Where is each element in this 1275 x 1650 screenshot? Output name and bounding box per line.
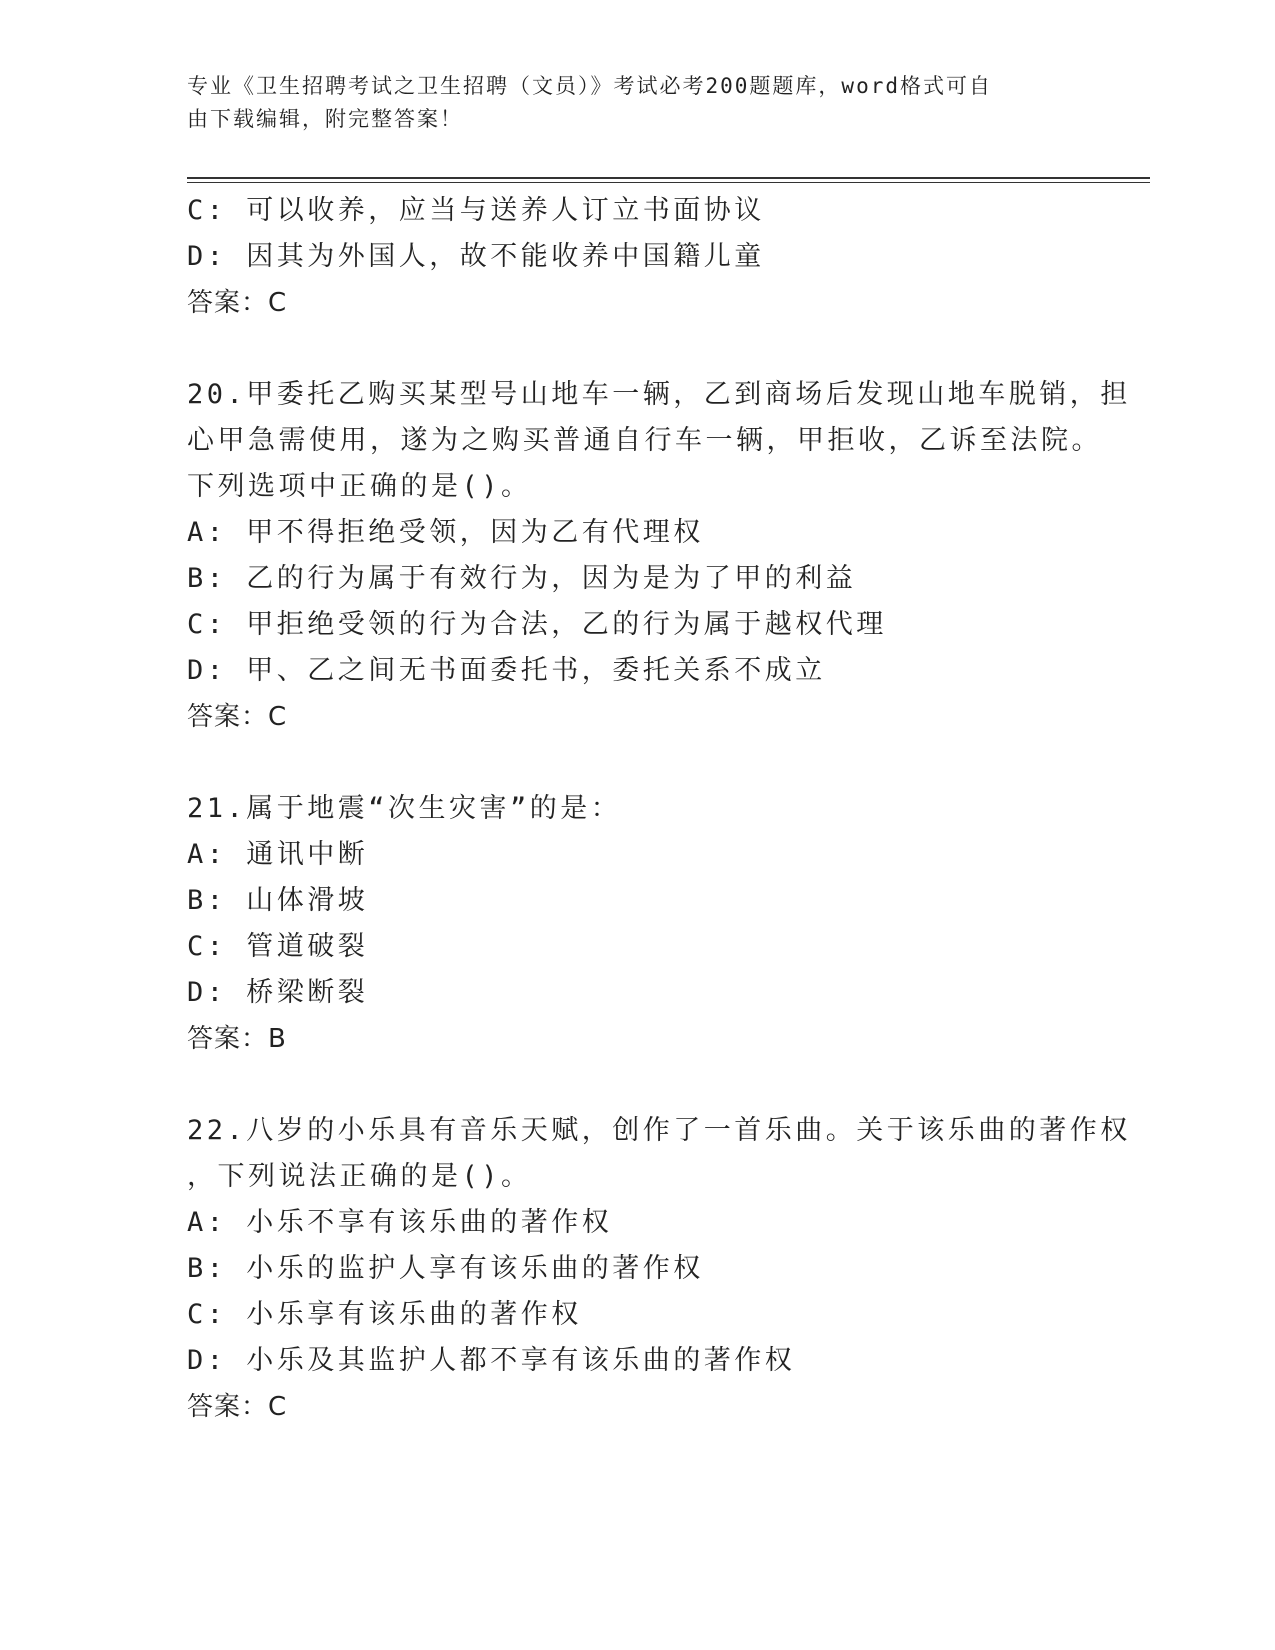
document-header: [187, 70, 1087, 136]
spacer: [187, 326, 1087, 372]
question-text-line: 20.甲委托乙购买某型号山地车一辆，乙到商场后发现山地车脱销，担: [187, 379, 1131, 410]
question-20: [187, 372, 1131, 740]
option-d: D: 桥梁断裂: [187, 977, 369, 1008]
option-c: C: 甲拒绝受领的行为合法，乙的行为属于越权代理: [187, 609, 887, 640]
option-c: C: 可以收养，应当与送养人订立书面协议: [187, 195, 765, 226]
option-b: B: 山体滑坡: [187, 885, 369, 916]
answer: 答案：C: [187, 1392, 288, 1422]
option-a: A: 小乐不享有该乐曲的著作权: [187, 1207, 613, 1238]
spacer: [187, 740, 1087, 786]
option-d: D: 因其为外国人，故不能收养中国籍儿童: [187, 241, 765, 272]
option-b: B: 乙的行为属于有效行为，因为是为了甲的利益: [187, 563, 857, 594]
header-line-2: 由下载编辑，附完整答案！: [187, 107, 463, 131]
question-text-line: 22.八岁的小乐具有音乐天赋，创作了一首乐曲。关于该乐曲的著作权: [187, 1115, 1131, 1146]
question-21: [187, 786, 1087, 1062]
option-d: D: 小乐及其监护人都不享有该乐曲的著作权: [187, 1345, 796, 1376]
question-19-continued: [187, 188, 1087, 326]
option-a: A: 甲不得拒绝受领，因为乙有代理权: [187, 517, 704, 548]
question-list: [187, 188, 1131, 1430]
header-divider: [187, 177, 1150, 183]
answer: 答案：C: [187, 702, 288, 732]
spacer: [187, 1062, 1087, 1108]
question-22: [187, 1108, 1131, 1430]
question-text-line: 下列选项中正确的是()。: [187, 471, 532, 502]
answer: 答案：C: [187, 288, 288, 318]
question-text-line: 21.属于地震“次生灾害”的是：: [187, 793, 622, 824]
option-c: C: 管道破裂: [187, 931, 369, 962]
header-line-1: 专业《卫生招聘考试之卫生招聘（文员）》考试必考200题题库，word格式可自: [187, 74, 992, 98]
question-text-line: ，下列说法正确的是()。: [187, 1161, 532, 1192]
answer: 答案：B: [187, 1024, 287, 1054]
option-a: A: 通讯中断: [187, 839, 369, 870]
option-d: D: 甲、乙之间无书面委托书，委托关系不成立: [187, 655, 826, 686]
question-text-line: 心甲急需使用，遂为之购买普通自行车一辆，甲拒收，乙诉至法院。: [187, 425, 1102, 456]
option-b: B: 小乐的监护人享有该乐曲的著作权: [187, 1253, 704, 1284]
option-c: C: 小乐享有该乐曲的著作权: [187, 1299, 582, 1330]
